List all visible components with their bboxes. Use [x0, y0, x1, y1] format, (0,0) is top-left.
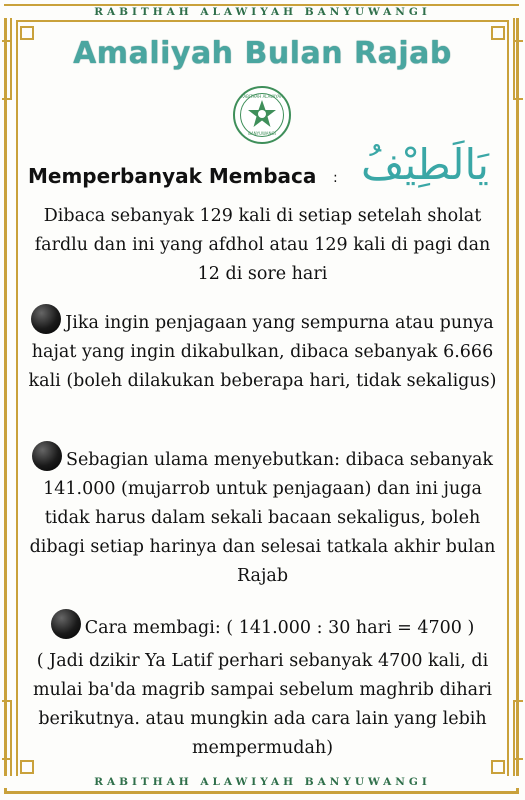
logo-star-icon — [235, 88, 289, 142]
paragraph-text: Jika ingin penjagaan yang sempurna atau punya hajat yang ingin dikabulkan, dibaca sebanyak 6.666 kali (boleh dilakukan beberapa hari, tidak sekaligus) — [28, 313, 497, 391]
paragraph-intro: Dibaca sebanyak 129 kali di setiap setelah sholat fardlu dan ini yang afdhol atau 129 kali di pagi dan 12 di sore hari — [34, 206, 491, 284]
bullet-icon — [31, 304, 61, 334]
side-ornament — [513, 700, 523, 760]
page-title: Amaliyah Bulan Rajab — [73, 36, 452, 71]
bottom-banner — [0, 776, 525, 788]
bullet-icon — [32, 441, 62, 471]
top-banner-text: RABITHAH ALAWIYAH BANYUWANGI — [88, 6, 437, 18]
section-heading: Memperbanyak Membaca — [28, 164, 317, 188]
paragraph-item — [22, 609, 503, 643]
logo-text-bottom: BANYUWANGI — [248, 131, 276, 136]
paragraph-item — [22, 441, 503, 591]
paragraph-note: ( Jadi dzikir Ya Latif perhari sebanyak 4700 kali, di mulai ba'da magrib sampai sebelum maghrib dihari berikutnya. atau mungkin ada cara lain yang lebih mempermudah) — [32, 651, 493, 758]
side-ornament — [2, 700, 12, 760]
bottom-banner-text: RABITHAH ALAWIYAH BANYUWANGI — [88, 776, 437, 788]
paragraph-text: Sebagian ulama menyebutkan: dibaca sebanyak 141.000 (mujarrob untuk penjagaan) dan ini juga tidak harus dalam sekali bacaan sekaligus, boleh dibagi setiap harinya dan selesai tatkala akhir bulan Rajab — [29, 450, 496, 586]
top-banner — [0, 6, 525, 18]
paragraph-text: Cara membagi: ( 141.000 : 30 hari = 4700 ) — [84, 618, 475, 638]
arabic-dhikr-text: يَالَطِيْفُ — [361, 140, 489, 189]
logo-text-top: RABITHAH ALAWIYAH — [240, 94, 284, 99]
heading-colon: : — [333, 170, 338, 186]
paragraph-item — [22, 304, 503, 396]
bullet-icon — [51, 609, 81, 639]
organization-logo — [233, 86, 291, 144]
